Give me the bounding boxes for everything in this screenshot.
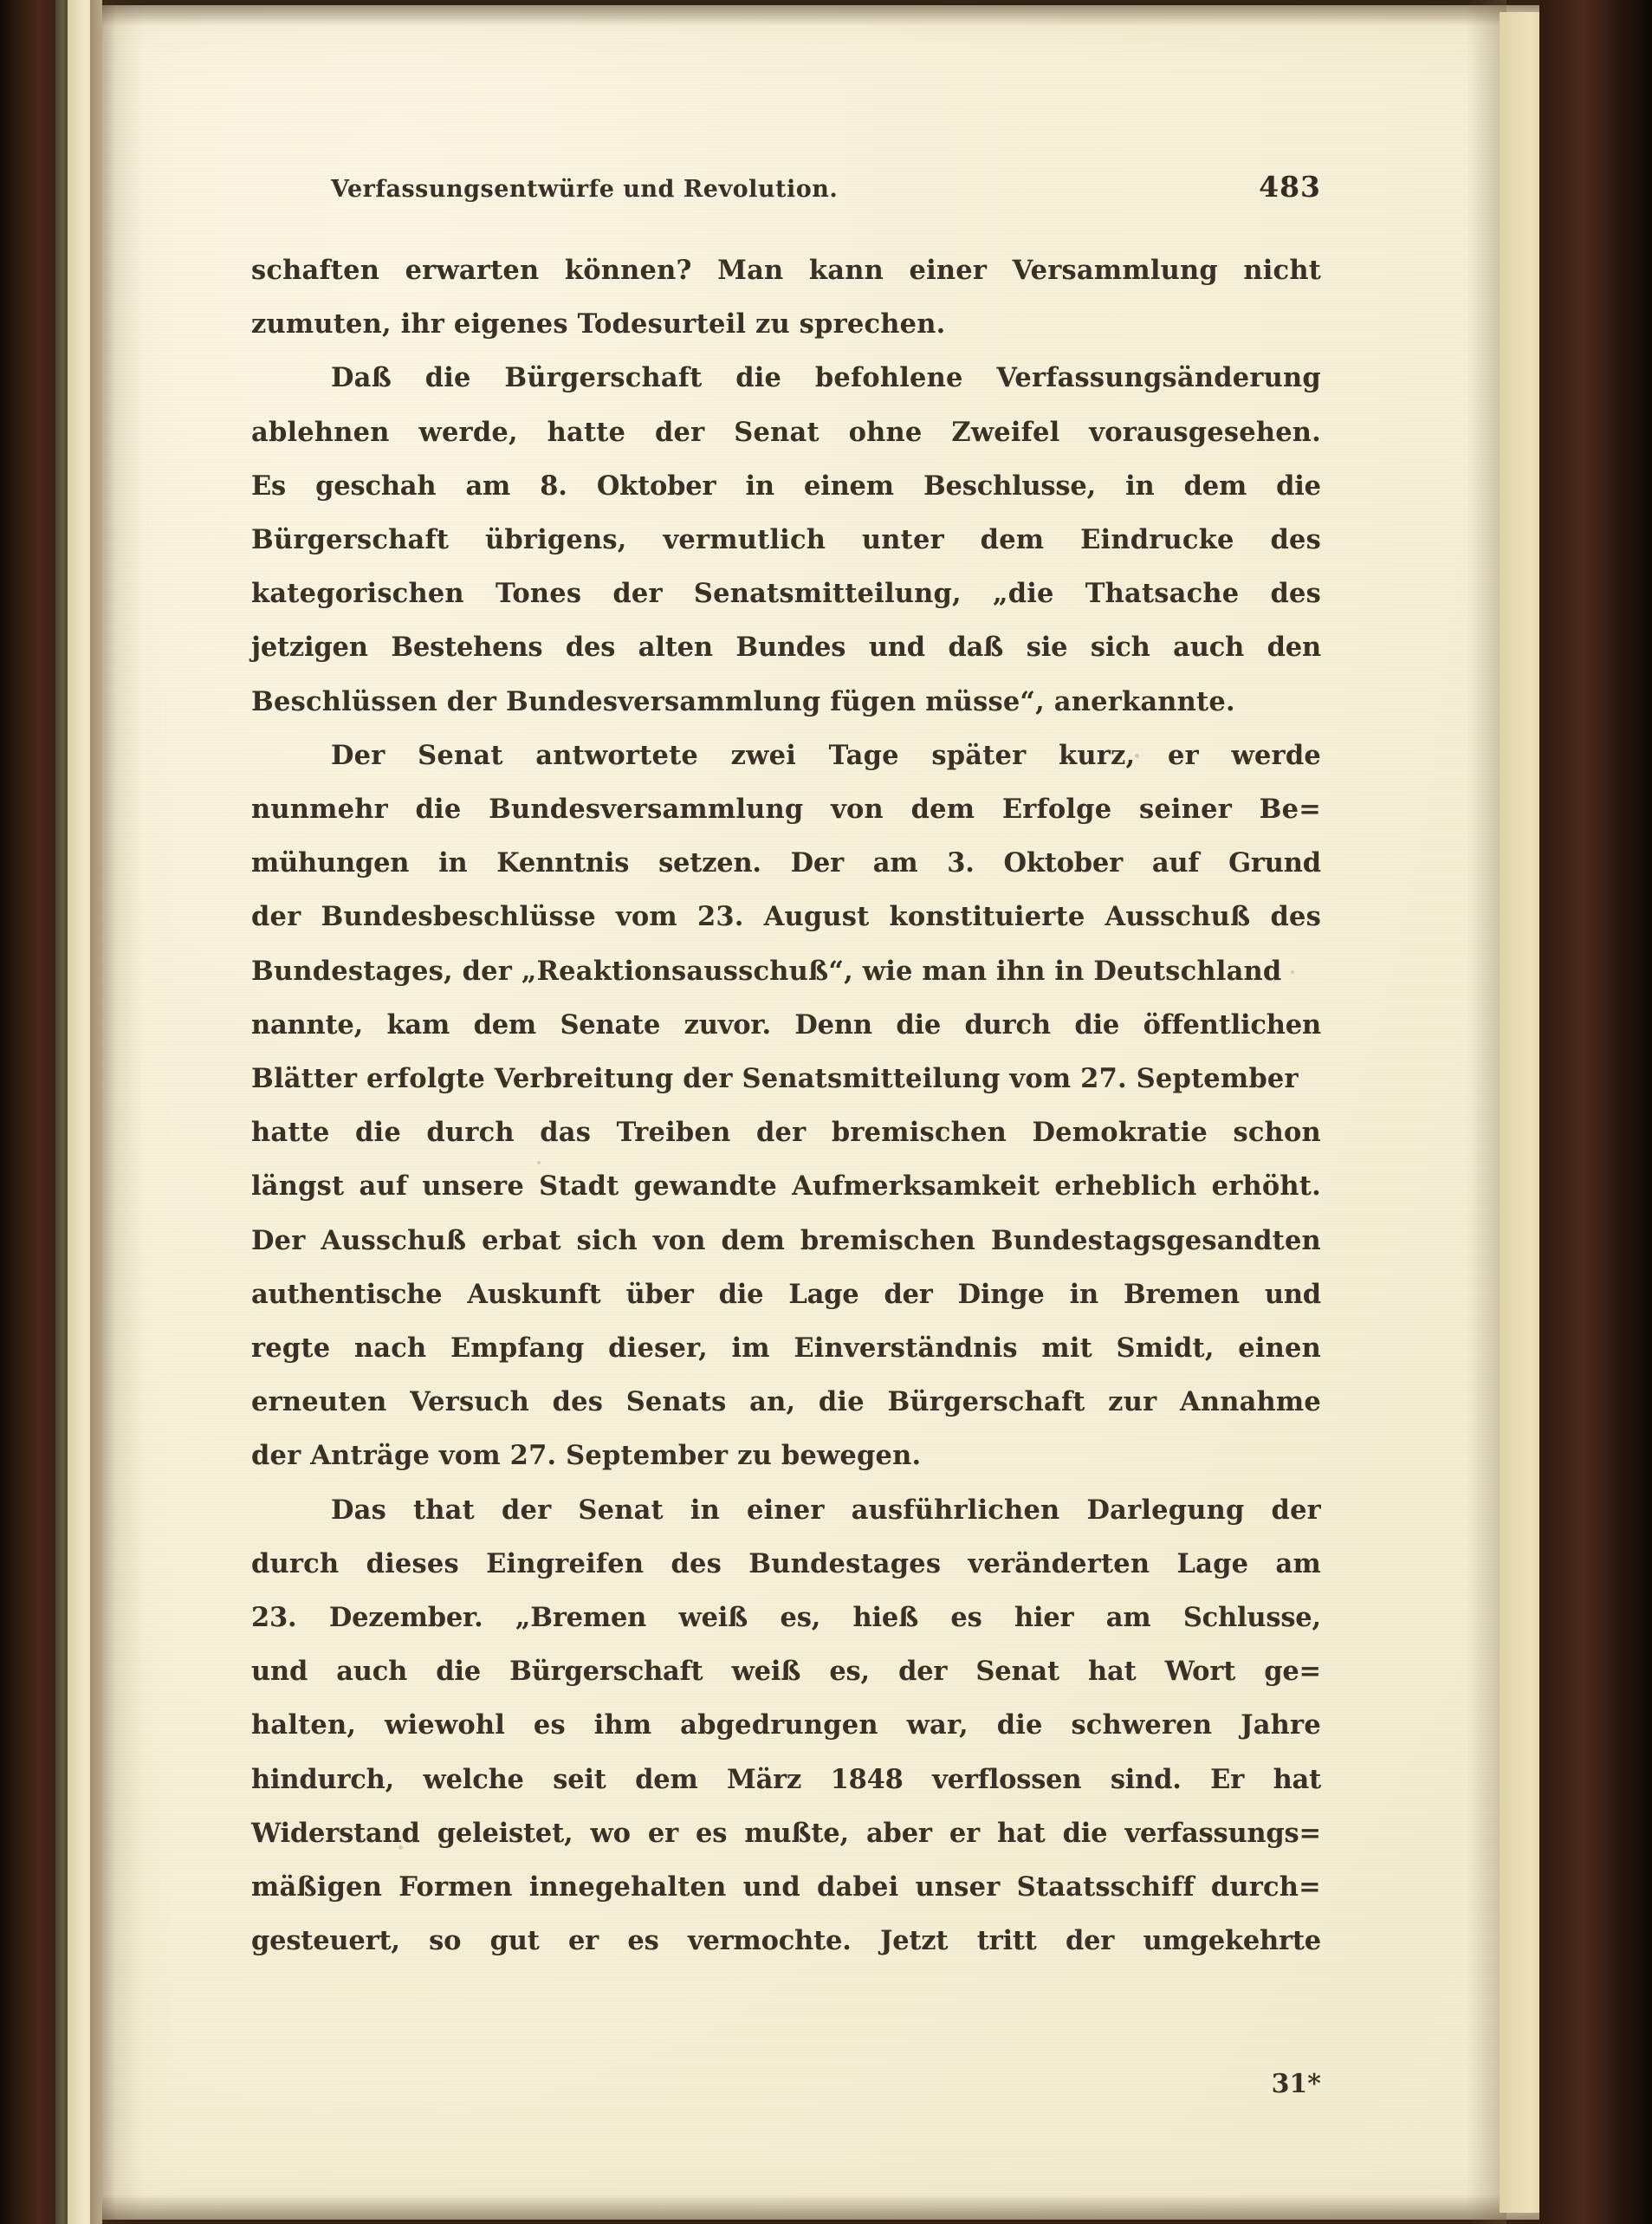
text-word: die (424, 362, 471, 394)
text-word: mußte, (744, 1817, 849, 1849)
text-word: hatte (547, 416, 626, 448)
text-word: erhöht. (1211, 1170, 1321, 1203)
text-word: seit (553, 1763, 606, 1795)
text-word: der (251, 901, 301, 933)
text-word: schweren (1071, 1709, 1213, 1741)
text-word: Senat (418, 739, 503, 771)
text-line (251, 513, 1321, 567)
text-word: an, (749, 1386, 796, 1418)
text-word: dieses (366, 1547, 459, 1579)
text-word: Bürgerschaft (509, 1656, 703, 1688)
text-word: Der (331, 739, 385, 771)
text-word: wiewohl (385, 1709, 506, 1741)
text-word: Jetzt (879, 1925, 949, 1957)
text-word: sich (576, 1224, 638, 1256)
text-word: es (696, 1817, 728, 1849)
text-word: befohlene (814, 362, 963, 394)
text-line (251, 1644, 1321, 1698)
text-word: sie (1026, 632, 1068, 664)
text-word: weiß (678, 1602, 748, 1634)
text-word: 3. (947, 847, 975, 879)
book-cover-right (1539, 0, 1652, 2224)
text-word: Er (1210, 1763, 1245, 1795)
text-word: Bundesversammlung (489, 794, 804, 826)
text-word: von (831, 794, 884, 826)
text-word: Formen (398, 1871, 513, 1903)
text-word: einem (803, 470, 894, 502)
text-word: Man (717, 255, 784, 286)
page-number-top: 483 (1259, 170, 1321, 204)
text-word: der (501, 1494, 552, 1526)
text-word: Tones (495, 578, 582, 610)
text-line: zumuten, ihr eigenes Todesurteil zu sprechen. (251, 308, 946, 340)
text-word: Es (251, 470, 287, 502)
text-line (251, 729, 1321, 782)
text-word: und (868, 632, 925, 664)
text-line (251, 620, 1321, 674)
text-word: werde, (418, 416, 518, 448)
text-word: Widerstand (251, 1817, 420, 1849)
text-word: 23. (696, 901, 744, 933)
endpaper-left (68, 0, 102, 2224)
text-word: in (438, 847, 468, 879)
text-word: über (625, 1278, 694, 1310)
text-word: Smidt, (1116, 1332, 1215, 1365)
text-word: die (415, 794, 462, 826)
text-word: Ausschuß (1105, 901, 1251, 933)
text-word: Demokratie (1032, 1117, 1208, 1149)
text-word: in (690, 1494, 721, 1526)
text-word: seiner (1138, 794, 1232, 826)
text-word: und (742, 1871, 800, 1903)
text-word: vorausgesehen. (1089, 416, 1321, 448)
text-word: Bundesbeschlüsse (321, 901, 596, 933)
text-word: Bürgerschaft (887, 1386, 1085, 1418)
text-line (251, 1483, 1321, 1537)
text-word: nunmehr (251, 794, 388, 826)
text-word: hatte (251, 1117, 330, 1149)
text-block (251, 170, 1321, 1968)
text-line (251, 998, 1321, 1052)
text-line: Beschlüssen der Bundesversammlung fügen müsse“, anerkannte. (251, 685, 1235, 717)
text-word: Jahre (1241, 1709, 1321, 1741)
text-word: kann (808, 255, 884, 286)
text-word: die (735, 362, 782, 394)
text-word: Der (251, 1224, 306, 1256)
text-word: schon (1233, 1117, 1321, 1149)
text-word: erbat (482, 1224, 561, 1256)
text-word: gesteuert, (251, 1925, 400, 1957)
text-word: abgedrungen (680, 1709, 878, 1741)
text-line (251, 782, 1321, 836)
text-word: Aufmerksamkeit (792, 1170, 1040, 1203)
text-word: dabei (817, 1871, 899, 1903)
text-word: Dinge (957, 1278, 1045, 1310)
text-word: geschah (315, 470, 437, 502)
text-word: im (731, 1332, 770, 1365)
text-word: ablehnen (251, 416, 390, 448)
text-line (251, 567, 1321, 620)
text-word: Staatsschiff (1016, 1871, 1195, 1903)
text-word: aber (866, 1817, 932, 1849)
text-word: vermochte. (687, 1925, 852, 1957)
text-word: des (671, 1547, 722, 1579)
text-line: Blätter erfolgte Verbreitung der Senatsmitteilung vom 27. September (251, 1063, 1299, 1095)
text-word: einen (1238, 1332, 1321, 1365)
text-word: Bremen (1123, 1278, 1240, 1310)
text-word: konstituierte (889, 901, 1085, 933)
running-head (251, 170, 1321, 204)
text-word: ihm (593, 1709, 652, 1741)
text-word: unser (915, 1871, 1001, 1903)
text-word: kategorischen (251, 578, 464, 610)
text-word: öffentlichen (1143, 1008, 1321, 1041)
text-word: durch= (1210, 1871, 1321, 1903)
text-line (251, 1698, 1321, 1752)
text-word: einer (909, 255, 988, 286)
text-word: Tage (828, 739, 899, 771)
text-word: er (567, 1925, 599, 1957)
text-word: des (565, 632, 616, 664)
text-word: sind. (1110, 1763, 1182, 1795)
text-word: Wort (1164, 1656, 1236, 1688)
text-line (251, 890, 1321, 943)
text-word: die (355, 1117, 401, 1149)
text-word: des (1270, 901, 1321, 933)
text-word: Bestehens (391, 632, 543, 664)
text-word: tritt (976, 1925, 1037, 1957)
text-word: war, (906, 1709, 969, 1741)
text-word: die (1074, 1008, 1120, 1041)
text-word: die (436, 1656, 481, 1688)
text-word: innegehalten (528, 1871, 727, 1903)
text-line (251, 1375, 1321, 1429)
text-word: regte (251, 1332, 331, 1365)
text-word: nannte, (251, 1008, 363, 1041)
text-word: in (1125, 470, 1155, 502)
text-word: 1848 (830, 1763, 904, 1795)
text-word: der (898, 1656, 948, 1688)
text-word: es, (780, 1602, 821, 1634)
text-word: Zweifel (951, 416, 1060, 448)
text-word: dem (1183, 470, 1247, 502)
text-word: 8. (540, 470, 567, 502)
text-word: können? (564, 255, 692, 286)
text-word: weiß (731, 1656, 801, 1688)
text-word: auch (1173, 632, 1245, 664)
text-word: März (727, 1763, 802, 1795)
text-word: hat (1273, 1763, 1321, 1795)
text-word: Lage (788, 1278, 859, 1310)
text-word: der (755, 1117, 807, 1149)
text-word: dem (721, 1224, 786, 1256)
text-word: Empfang (450, 1332, 585, 1365)
text-word: der (884, 1278, 933, 1310)
text-word: längst (251, 1170, 345, 1203)
text-word: Auskunft (467, 1278, 601, 1310)
text-word: in (1069, 1278, 1098, 1310)
text-line (251, 1914, 1321, 1968)
text-word: welche (423, 1763, 524, 1795)
text-word: in (745, 470, 774, 502)
text-word: that (413, 1494, 475, 1526)
text-word: Annahme (1179, 1386, 1321, 1418)
text-word: dem (910, 794, 975, 826)
text-word: durch (964, 1008, 1051, 1041)
text-word: so (429, 1925, 462, 1957)
text-word: Versammlung (1012, 255, 1218, 286)
text-word: einer (747, 1494, 825, 1526)
text-word: ohne (848, 416, 923, 448)
signature-mark: 31* (1271, 2069, 1321, 2099)
text-word: er (1167, 739, 1199, 771)
text-line (251, 1268, 1321, 1321)
text-word: die (1062, 1817, 1108, 1849)
text-word: es (627, 1925, 659, 1957)
text-word: kurz, (1059, 739, 1136, 771)
text-word: er (647, 1817, 678, 1849)
text-word: Eingreifen (486, 1547, 645, 1579)
text-word: verflossen (932, 1763, 1082, 1795)
text-word: zuvor. (683, 1008, 771, 1041)
text-word: Thatsache (1085, 578, 1240, 610)
text-word: Darlegung (1086, 1494, 1245, 1526)
text-word: unsere (422, 1170, 524, 1203)
text-word: der (1271, 1494, 1321, 1526)
text-word: den (1267, 632, 1321, 664)
text-word: Senats (625, 1386, 727, 1418)
text-word: Bundes (735, 632, 846, 664)
text-word: mühungen (251, 847, 410, 879)
text-word: später (931, 739, 1027, 771)
text-word: erneuten (251, 1386, 387, 1418)
text-word: mäßigen (251, 1871, 383, 1903)
text-word: Oktober (596, 470, 716, 502)
text-word: Ausschuß (321, 1224, 467, 1256)
text-line (251, 405, 1321, 459)
text-word: sich (1090, 632, 1150, 664)
text-word: des (1270, 578, 1321, 610)
text-word: Eindrucke (1080, 524, 1234, 556)
text-word: Bundestages (748, 1547, 942, 1579)
text-line (251, 1591, 1321, 1644)
text-word: auf (359, 1170, 408, 1203)
text-word: August (763, 901, 870, 933)
text-word: halten, (251, 1709, 357, 1741)
text-word: Einverständnis (794, 1332, 1018, 1365)
text-word: Kenntnis (496, 847, 630, 879)
text-word: zwei (730, 739, 796, 771)
text-word: es (533, 1709, 566, 1741)
text-word: hieß (852, 1602, 919, 1634)
text-word: von (652, 1224, 706, 1256)
text-word: werde (1231, 739, 1321, 771)
text-line: Bundestages, der „Reaktionsausschuß“, wie man ihn in Deutschland (251, 955, 1282, 987)
text-word: des (552, 1386, 604, 1418)
text-word: Senat (975, 1656, 1059, 1688)
text-word: Stadt (539, 1170, 619, 1203)
running-head-title: Verfassungsentwürfe und Revolution. (331, 176, 839, 203)
text-word: ge= (1264, 1656, 1321, 1688)
text-word: und (1264, 1278, 1321, 1310)
text-word: auf (1151, 847, 1200, 879)
text-word: 23. (251, 1602, 297, 1634)
text-word: Beschlusse, (923, 470, 1096, 502)
text-word: der (1065, 1925, 1115, 1957)
text-word: vom (615, 901, 677, 933)
text-word: Denn (794, 1008, 872, 1041)
text-word: am (465, 470, 511, 502)
text-word: Be= (1259, 794, 1321, 826)
text-word: die (996, 1709, 1043, 1741)
text-word: die (896, 1008, 942, 1041)
text-word: auch (336, 1656, 408, 1688)
text-word: hat (997, 1817, 1046, 1849)
text-word: zur (1108, 1386, 1157, 1418)
text-word: durch (426, 1117, 515, 1149)
text-word: hier (1014, 1602, 1074, 1634)
text-word: wo (590, 1817, 631, 1849)
text-line (251, 1537, 1321, 1591)
text-word: hat (1088, 1656, 1137, 1688)
text-word: ausführlichen (851, 1494, 1060, 1526)
text-word: „Bremen (515, 1602, 647, 1634)
text-word: am (1105, 1602, 1151, 1634)
text-word: veränderten (968, 1547, 1150, 1579)
text-word: Bürgerschaft (251, 524, 450, 556)
text-word: umgekehrte (1143, 1925, 1321, 1957)
text-word: Das (331, 1494, 386, 1526)
text-word: Oktober (1003, 847, 1124, 879)
text-word: die (718, 1278, 764, 1310)
body-text (251, 243, 1321, 1968)
text-word: mit (1041, 1332, 1092, 1365)
text-line: der Anträge vom 27. September zu bewegen. (251, 1440, 922, 1472)
text-word: Senate (560, 1008, 661, 1041)
text-word: dieser, (608, 1332, 708, 1365)
text-word: vermutlich (663, 524, 826, 556)
text-word: erwarten (405, 255, 540, 286)
text-line (251, 459, 1321, 513)
text-line (251, 1159, 1321, 1213)
text-word: jetzigen (251, 632, 368, 664)
text-word: kam (386, 1008, 450, 1041)
text-word: Versuch (410, 1386, 529, 1418)
text-word: Senat (578, 1494, 664, 1526)
text-word: Verfassungsänderung (996, 362, 1321, 394)
text-word: der (612, 578, 663, 610)
text-word: Senatsmitteilung, (693, 578, 962, 610)
text-word: daß (948, 632, 1004, 664)
text-word: gewandte (633, 1170, 777, 1203)
text-word: Grund (1228, 847, 1321, 879)
text-word: Dezember. (328, 1602, 483, 1634)
text-word: das (540, 1117, 592, 1149)
text-word: authentische (251, 1278, 443, 1310)
text-word: gut (489, 1925, 540, 1957)
text-word: Treiben (616, 1117, 731, 1149)
text-word: Schlusse, (1182, 1602, 1321, 1634)
text-word: Senat (734, 416, 820, 448)
text-word: Daß (331, 362, 392, 394)
text-word: verfassungs= (1124, 1817, 1321, 1849)
text-word: hindurch, (251, 1763, 395, 1795)
text-word: die (818, 1386, 865, 1418)
text-word: dem (980, 524, 1045, 556)
text-word: alten (638, 632, 713, 664)
text-word: setzen. (658, 847, 761, 879)
text-word: dem (635, 1763, 698, 1795)
text-line (251, 1806, 1321, 1860)
text-word: durch (251, 1547, 340, 1579)
text-word: Erfolge (1001, 794, 1112, 826)
text-line (251, 243, 1321, 297)
text-line (251, 351, 1321, 405)
text-word: der (655, 416, 705, 448)
text-word: es, (829, 1656, 870, 1688)
text-word: übrigens, (484, 524, 627, 556)
text-word: schaften (251, 255, 380, 286)
text-line (251, 1214, 1321, 1268)
text-word: am (1275, 1547, 1321, 1579)
text-word: Der (790, 847, 844, 879)
text-line (251, 1753, 1321, 1806)
text-word: nicht (1243, 255, 1321, 286)
text-word: erheblich (1054, 1170, 1197, 1203)
text-word: nach (353, 1332, 427, 1365)
text-word: die (1276, 470, 1321, 502)
text-word: am (872, 847, 918, 879)
text-word: des (1270, 524, 1321, 556)
text-word: dem (473, 1008, 536, 1041)
text-line (251, 836, 1321, 890)
text-word: und (251, 1656, 308, 1688)
text-line (251, 1106, 1321, 1159)
text-word: es (950, 1602, 982, 1634)
text-word: unter (861, 524, 944, 556)
text-word: Lage (1176, 1547, 1249, 1579)
text-word: Bundestagsgesandten (990, 1224, 1321, 1256)
text-word: antwortete (535, 739, 698, 771)
text-word: Bürgerschaft (504, 362, 703, 394)
text-line (251, 1860, 1321, 1914)
text-word: er (949, 1817, 980, 1849)
text-word: „die (992, 578, 1054, 610)
text-word: bremischen (831, 1117, 1007, 1149)
text-word: bremischen (800, 1224, 976, 1256)
text-line (251, 1321, 1321, 1375)
text-word: geleistet, (437, 1817, 573, 1849)
